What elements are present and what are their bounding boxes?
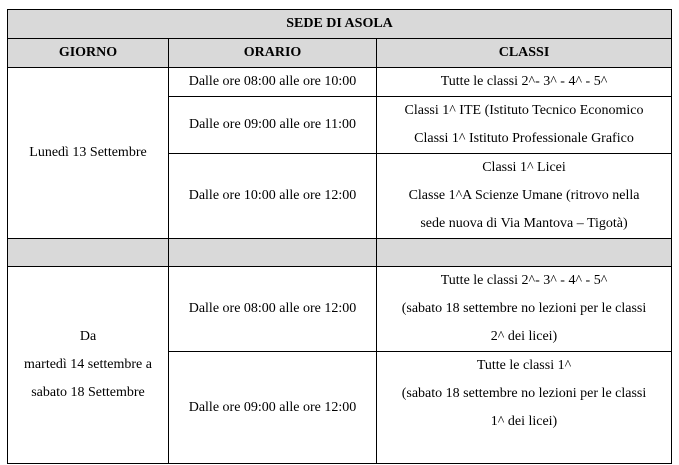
classi-cell — [377, 97, 672, 154]
separator-row — [8, 239, 672, 267]
orario-cell: Dalle ore 10:00 alle ore 12:00 — [169, 154, 377, 239]
separator-cell — [377, 239, 672, 267]
classi-line: Classi 1^ ITE (Istituto Tecnico Economico — [404, 103, 644, 118]
title-row — [8, 10, 672, 39]
orario-cell: Dalle ore 08:00 alle ore 10:00 — [169, 68, 377, 97]
giorno-cell — [8, 267, 169, 464]
classi-line: Tutte le classi 1^ — [476, 358, 572, 373]
classi-cell — [377, 154, 672, 239]
classi-cell — [377, 68, 672, 97]
header-giorno: GIORNO — [8, 39, 169, 68]
orario-cell: Dalle ore 09:00 alle ore 11:00 — [169, 97, 377, 154]
classi-line: Tutte le classi 2^- 3^ - 4^ - 5^ — [440, 273, 608, 288]
header-row — [8, 39, 672, 68]
table-row — [8, 267, 672, 352]
classi-line: Tutte le classi 2^- 3^ - 4^ - 5^ — [440, 74, 608, 89]
giorno-line: sabato 18 Settembre — [31, 385, 145, 400]
classi-line: Classi 1^ Istituto Professionale Grafico — [414, 131, 634, 146]
header-orario: ORARIO — [169, 39, 377, 68]
classi-line: 1^ dei licei) — [490, 414, 558, 429]
classi-line: 2^ dei licei) — [490, 329, 558, 344]
classi-line: sede nuova di Via Mantova – Tigotà) — [420, 216, 628, 231]
giorno-cell: Lunedì 13 Settembre — [8, 68, 169, 239]
classi-cell — [377, 267, 672, 352]
table-title: SEDE DI ASOLA — [8, 10, 672, 39]
classi-line: Classe 1^A Scienze Umane (ritrovo nella — [408, 188, 640, 203]
classi-line: (sabato 18 settembre no lezioni per le classi — [401, 386, 647, 401]
separator-cell — [8, 239, 169, 267]
orario-cell: Dalle ore 09:00 alle ore 12:00 — [169, 352, 377, 464]
orario-cell: Dalle ore 08:00 alle ore 12:00 — [169, 267, 377, 352]
giorno-line: Da — [79, 329, 97, 344]
classi-line: Classi 1^ Licei — [482, 160, 566, 175]
classi-cell — [377, 352, 672, 464]
schedule-table — [7, 9, 672, 464]
separator-cell — [169, 239, 377, 267]
header-classi: CLASSI — [377, 39, 672, 68]
giorno-line: martedì 14 settembre a — [24, 357, 152, 372]
classi-line: (sabato 18 settembre no lezioni per le classi — [401, 301, 647, 316]
table-row — [8, 68, 672, 97]
